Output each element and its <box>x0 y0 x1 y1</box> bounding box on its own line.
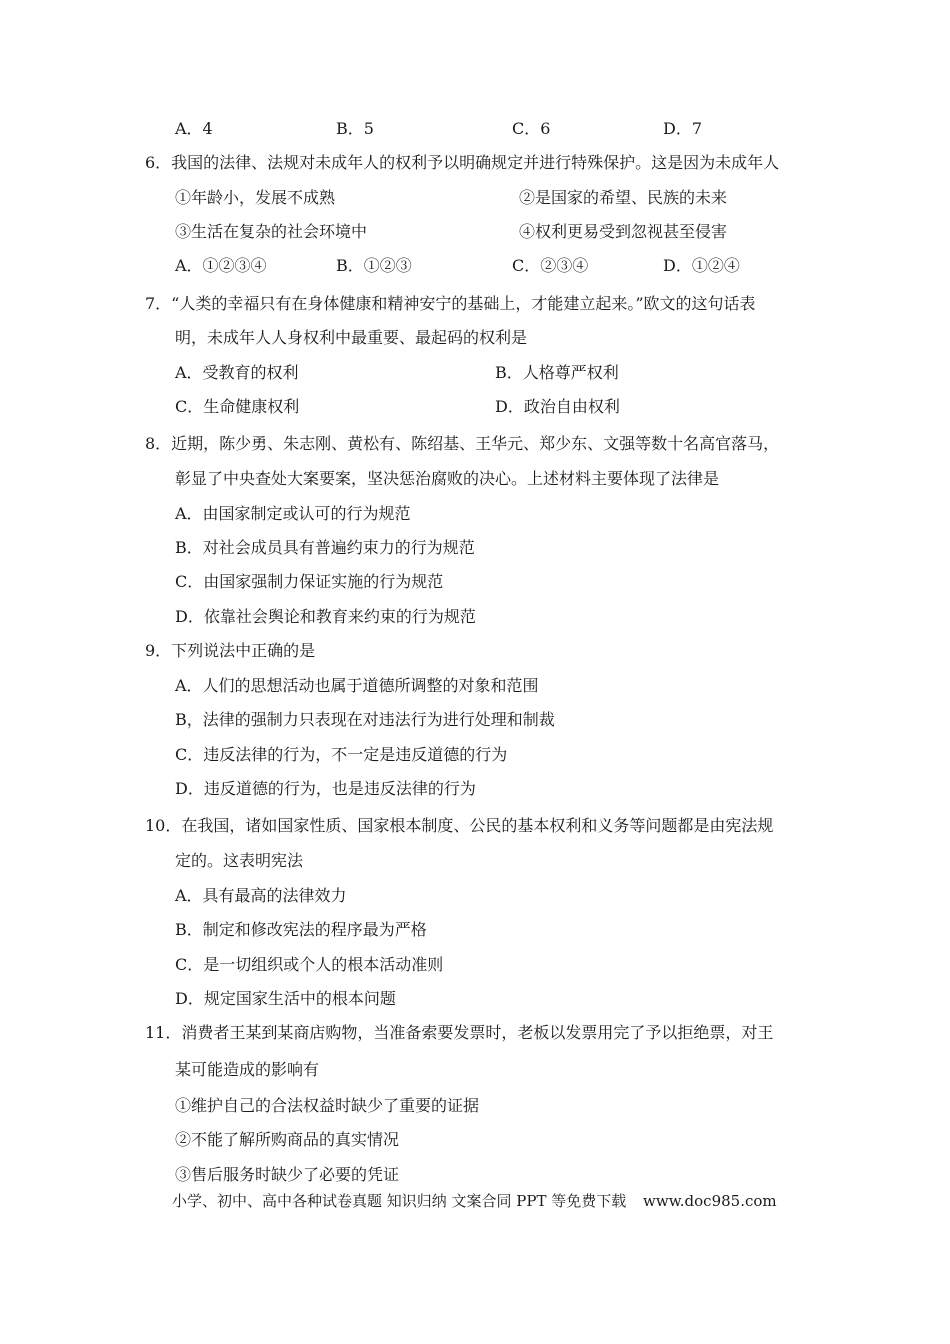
q7-stem-line-2: 明，未成年人人身权利中最重要、最起码的权利是 <box>175 328 528 347</box>
q8-option-d: D．依靠社会舆论和教育来约束的行为规范 <box>175 607 476 626</box>
q5-option-d: D．7 <box>663 119 703 138</box>
q5-option-a: A．4 <box>175 119 213 138</box>
q6-option-b: B．①②③ <box>336 256 412 275</box>
q10-option-c: C．是一切组织或个人的根本活动准则 <box>175 955 444 974</box>
q7-option-a: A．受教育的权利 <box>175 363 299 382</box>
q5-option-b: B．5 <box>336 119 374 138</box>
q11-item-1: ①维护自己的合法权益时缺少了重要的证据 <box>175 1096 480 1115</box>
q9-option-d: D．违反道德的行为，也是违反法律的行为 <box>175 779 476 798</box>
q10-stem-line-1: 10．在我国，诸如国家性质、国家根本制度、公民的基本权利和义务等问题都是由宪法规 <box>145 816 774 835</box>
q7-option-d: D．政治自由权利 <box>495 397 620 416</box>
footer-text: 小学、初中、高中各种试卷真题 知识归纳 文案合同 PPT 等免费下载 <box>172 1192 627 1210</box>
q9-option-a: A．人们的思想活动也属于道德所调整的对象和范围 <box>175 676 539 695</box>
q9-option-b: B，法律的强制力只表现在对违法行为进行处理和制裁 <box>175 710 555 729</box>
q7-option-c: C．生命健康权利 <box>175 397 300 416</box>
q8-stem-line-1: 8．近期，陈少勇、朱志刚、黄松有、陈绍基、王华元、郑少东、文强等数十名高官落马， <box>145 434 780 453</box>
page-footer <box>172 1190 777 1212</box>
q8-option-a: A．由国家制定或认可的行为规范 <box>175 504 411 523</box>
q8-option-b: B．对社会成员具有普遍约束力的行为规范 <box>175 538 475 557</box>
q11-stem-line-1: 11．消费者王某到某商店购物，当准备索要发票时，老板以发票用完了予以拒绝票，对王 <box>145 1023 774 1042</box>
q10-stem-line-2: 定的。这表明宪法 <box>175 851 304 870</box>
q6-stem: 6．我国的法律、法规对未成年人的权利予以明确规定并进行特殊保护。这是因为未成年人 <box>145 153 780 172</box>
q7-stem-line-1: 7．“人类的幸福只有在身体健康和精神安宁的基础上，才能建立起来。”欧文的这句话表 <box>145 294 756 313</box>
q6-item-3: ③生活在复杂的社会环境中 <box>175 222 368 241</box>
q11-stem-line-2: 某可能造成的影响有 <box>175 1060 320 1079</box>
q7-option-b: B．人格尊严权利 <box>495 363 619 382</box>
q8-option-c: C．由国家强制力保证实施的行为规范 <box>175 572 444 591</box>
footer-url: www.doc985.com <box>643 1192 777 1210</box>
q6-option-a: A．①②③④ <box>175 256 267 275</box>
q6-option-c: C．②③④ <box>512 256 589 275</box>
q10-option-a: A．具有最高的法律效力 <box>175 886 347 905</box>
q10-option-d: D．规定国家生活中的根本问题 <box>175 989 396 1008</box>
q6-item-4: ④权利更易受到忽视甚至侵害 <box>519 222 728 241</box>
q6-item-1: ①年龄小，发展不成熟 <box>175 188 336 207</box>
q9-stem: 9．下列说法中正确的是 <box>145 641 316 660</box>
q6-option-d: D．①②④ <box>663 256 740 275</box>
q9-option-c: C．违反法律的行为，不一定是违反道德的行为 <box>175 745 508 764</box>
q8-stem-line-2: 彰显了中央查处大案要案，坚决惩治腐败的决心。上述材料主要体现了法律是 <box>175 469 720 488</box>
q10-option-b: B．制定和修改宪法的程序最为严格 <box>175 920 427 939</box>
q11-item-3: ③售后服务时缺少了必要的凭证 <box>175 1165 400 1184</box>
q6-item-2: ②是国家的希望、民族的未来 <box>519 188 728 207</box>
q11-item-2: ②不能了解所购商品的真实情况 <box>175 1130 400 1149</box>
q5-option-c: C．6 <box>512 119 551 138</box>
